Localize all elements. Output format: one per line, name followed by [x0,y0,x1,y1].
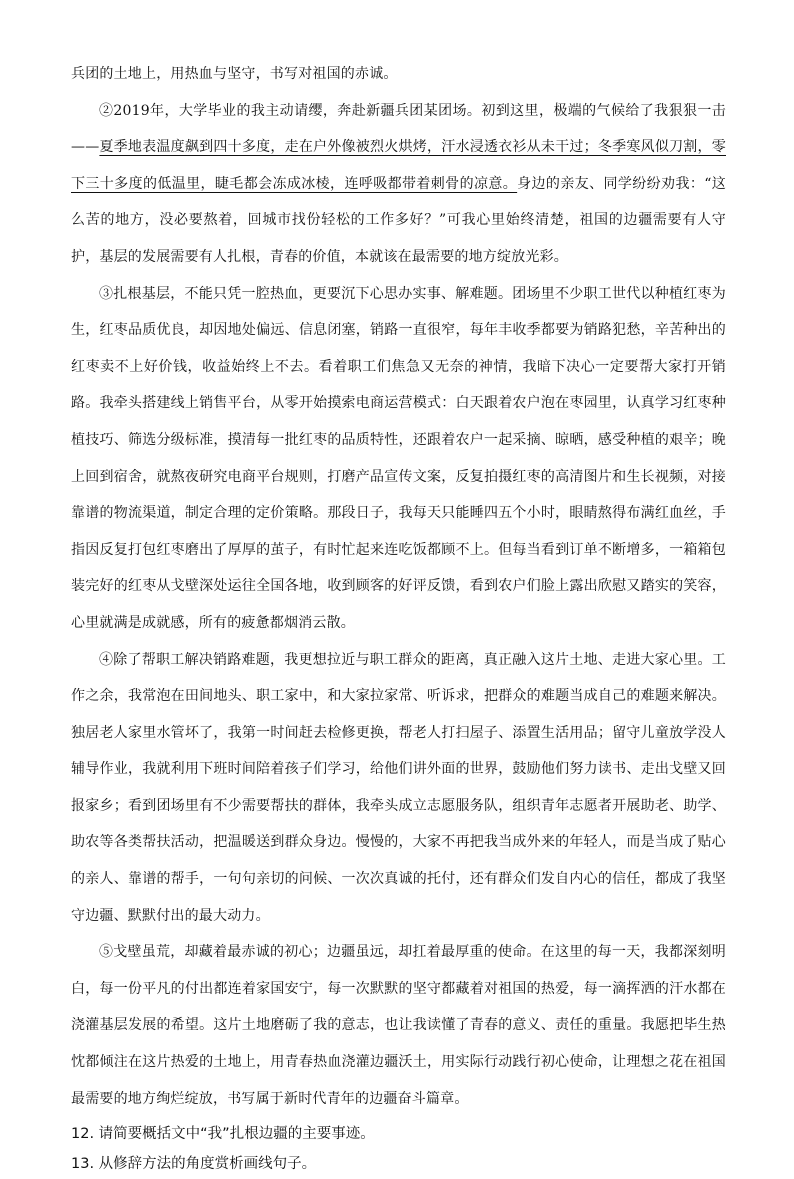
text-segment: ③扎根基层，不能只凭一腔热血，更要沉下心思办实事、解难题。团场里不少职工世代以种植红枣为生，红枣品质优良，却因地处偏远、信息闭塞，销路一直很窄，每年丰收季都要为销路犯愁，辛苦种出的红枣卖不上好价钱，收益始终上不去。看着职工们焦急又无奈的神情，我暗下决心一定要帮大家打开销路。我牵头搭建线上销售平台，从零开始摸索电商运营模式：白天跟着农户泡在枣园里，认真学习红枣种植技巧、筛选分级标准，摸清每一批红枣的品质特性，还跟着农户一起采摘、晾晒，感受种植的艰辛；晚上回到宿舍，就熬夜研究电商平台规则，打磨产品宣传文案，反复拍摄红枣的高清图片和生长视频，对接靠谱的物流渠道，制定合理的定价策略。那段日子，我每天只能睡四五个小时，眼睛熬得布满红血丝，手指因反复打包红枣磨出了厚厚的茧子，有时忙起来连吃饭都顾不上。但每当看到订单不断增多，一箱箱包装完好的红枣从戈壁深处运往全国各地，收到顾客的好评反馈，看到农户们脸上露出欣慰又踏实的笑容，心里就满是成就感，所有的疲惫都烟消云散。 [71,285,726,631]
text-segment: 身边的亲友、同学纷纷劝我：“这么苦的地方，没必要熬着，回城市找份轻松的工作多好？”可我心里始终清楚，祖国的边疆需要有人守护，基层的发展需要有人扎根，青春的价值，本就该在最需要的地方绽放光彩。 [71,175,726,265]
text-segment: ④除了帮职工解决销路难题，我更想拉近与职工群众的距离，真正融入这片土地、走进大家心里。工作之余，我常泡在田间地头、职工家中，和大家拉家常、听诉求，把群众的难题当成自己的难题来解决。独居老人家里水管坏了，我第一时间赶去检修更换，帮老人打扫屋子、添置生活用品；留守儿童放学没人辅导作业，我就利用下班时间陪着孩子们学习，给他们讲外面的世界，鼓励他们努力读书、走出戈壁又回报家乡；看到团场里有不少需要帮扶的群体，我牵头成立志愿服务队，组织青年志愿者开展助老、助学、助农等各类帮扶活动，把温暖送到群众身边。慢慢的，大家不再把我当成外来的年轻人，而是当成了贴心的亲人、靠谱的帮手，一句句亲切的问候、一次次真诚的托付，还有群众们发自内心的信任，都成了我坚守边疆、默默付出的最大动力。 [71,651,726,924]
underlined-sentence: 夏季地表温度飙到四十多度，走在户外像被烈火烘烤，汗水浸透衣衫从未干过；冬季寒风似刀割，零下三十多度的低温里，睫毛都会冻成冰棱，连呼吸都带着刺骨的凉意。 [71,139,726,192]
article-body [71,56,726,1179]
paragraph-continuation [71,56,726,93]
text-segment: ⑤戈壁虽荒，却藏着最赤诚的初心；边疆虽远，却扛着最厚重的使命。在这里的每一天，我都深刻明白，每一份平凡的付出都连着家国安宁，每一次默默的坚守都藏着对祖国的热爱，每一滴挥洒的汗水都在浇灌基层发展的希望。这片土地磨砺了我的意志，也让我读懂了青春的意义、责任的重量。我愿把毕生热忱都倾注在这片热爱的土地上，用青春热血浇灌边疆沃土，用实际行动践行初心使命，让理想之花在祖国最需要的地方绚烂绽放，书写属于新时代青年的边疆奋斗篇章。 [71,944,726,1107]
paragraph-5 [71,934,726,1117]
paragraph-4 [71,642,726,935]
text-segment: 兵团的土地上，用热血与坚守，书写对祖国的赤诚。 [71,66,398,82]
question-12: 12. 请简要概括文中“我”扎根边疆的主要事迹。 [71,1126,375,1143]
paragraph-2 [71,93,726,276]
paragraph-3 [71,276,726,642]
question-13: 13. 从修辞方法的角度赏析画线句子。 [71,1156,317,1173]
text-segment: ②2019年，大学毕业的我主动请缨，奔赴新疆兵团某团场。初到这里，极端的气候给了我狠狠一击—— [71,102,726,156]
